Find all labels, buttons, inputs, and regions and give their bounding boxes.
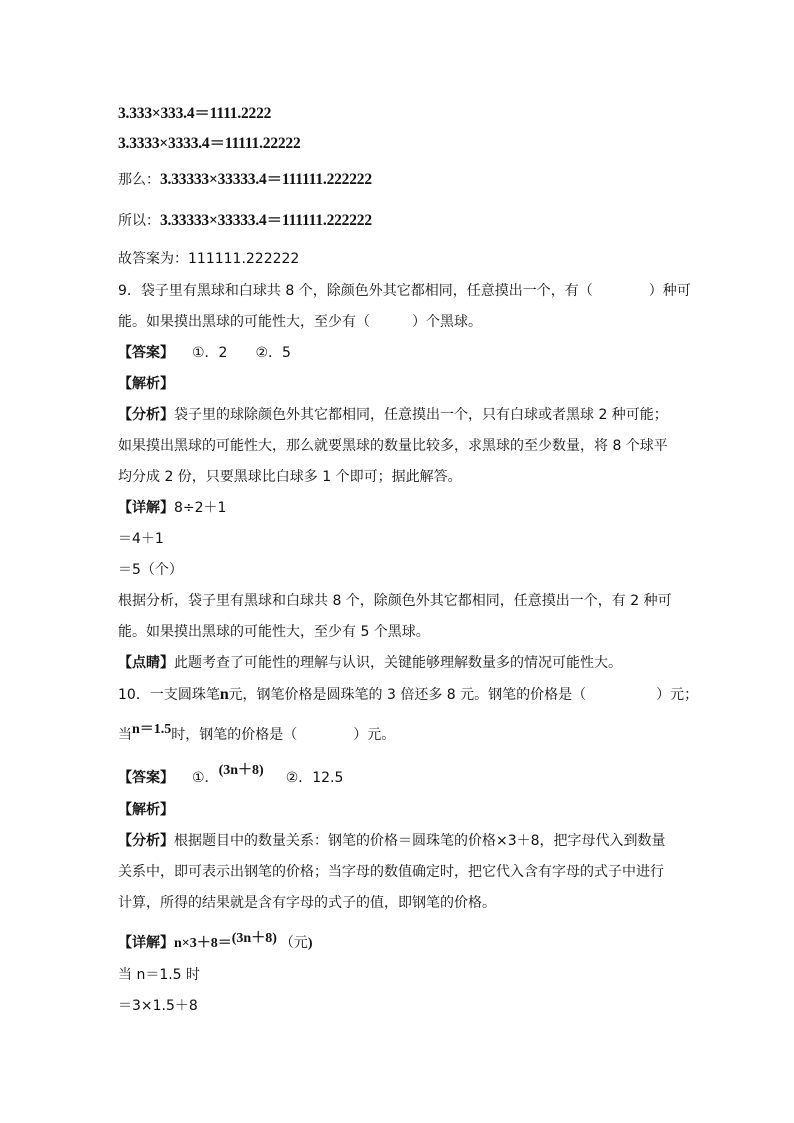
equation-prefix: 那么： <box>118 172 160 188</box>
answer-values: ①．2 ②．5 <box>192 345 291 361</box>
equation-line-3 <box>118 171 372 189</box>
q10-stem-line-2 <box>118 722 396 745</box>
q10-fenxi-line-2: 关系中，即可表示出钢笔的价格；当字母的数值确定时，把它代入含有字母的式子中进行 <box>118 864 664 880</box>
answer-line: 故答案为：111111.222222 <box>118 251 300 267</box>
q10-calc-line: ＝3×1.5＋8 <box>118 998 198 1014</box>
q10-stem-start: 10．一支圆珠笔 <box>118 687 220 703</box>
dianjing-tag: 【点睛】 <box>118 655 174 671</box>
dianjing-text: 此题考查了可能性的理解与认识，关键能够理解数量多的情况可能性大。 <box>174 655 622 671</box>
fenxi-text: 根据题目中的数量关系：钢笔的价格＝圆珠笔的价格×3＋8，把字母代入到数量 <box>174 833 666 849</box>
q10-xiangjie <box>118 931 313 953</box>
q10-answer <box>118 763 344 788</box>
equation-text: 3.33333×33333.4＝111111.222222 <box>160 171 372 188</box>
fenxi-text: 袋子里的球除颜色外其它都相同，任意摸出一个，只有白球或者黑球 2 种可能； <box>174 407 668 423</box>
equation-prefix: 所以： <box>118 213 160 229</box>
xiangjie-tag: 【详解】 <box>118 935 174 951</box>
q9-stem-line-1: 9．袋子里有黑球和白球共 8 个，除颜色外其它都相同，任意摸出一个，有（ ）种可 <box>118 283 691 299</box>
xiangjie-math: n×3＋8＝ <box>174 936 232 951</box>
equation-line-2: 3.3333×3333.4＝11111.22222 <box>118 135 301 152</box>
equation-line-1: 3.333×333.4＝1111.2222 <box>118 105 272 122</box>
q9-xiangjie-line-1 <box>118 499 226 517</box>
q9-step-2: ＝4＋1 <box>118 531 164 547</box>
equation-text: 3.33333×33333.4＝111111.222222 <box>160 212 372 229</box>
q9-analysis-tag: 【解析】 <box>118 376 174 392</box>
q9-dianjing <box>118 654 622 672</box>
q9-conclusion-line-1: 根据分析，袋子里有黑球和白球共 8 个，除颜色外其它都相同，任意摸出一个，有 2 种可 <box>118 593 672 609</box>
q10-stem-rest: 时，钢笔的价格是（ ）元。 <box>171 727 396 743</box>
xiangjie-text: 8÷2＋1 <box>174 500 227 516</box>
answer-1-prefix: ①． <box>192 770 219 786</box>
xiangjie-unit: （元 <box>279 935 308 951</box>
q10-stem-rest: 元，钢笔价格是圆珠笔的 3 倍还多 8 元。钢笔的价格是（ ）元； <box>228 687 699 703</box>
q9-conclusion-line-2: 能。如果摸出黑球的可能性大，至少有 5 个黑球。 <box>118 624 430 640</box>
q9-answer <box>118 344 291 362</box>
answer-2: ②．12.5 <box>285 770 344 786</box>
q10-stem-math: n＝1.5 <box>132 722 172 737</box>
q10-variable: n <box>219 686 229 703</box>
q10-analysis-tag: 【解析】 <box>118 802 174 818</box>
answer-tag: 【答案】 <box>118 345 174 361</box>
q9-fenxi-line-2: 如果摸出黑球的可能性大，那么就要黑球的数量比较多，求黑球的至少数量，将 8 个球平 <box>118 438 668 454</box>
q9-fenxi-line-3: 均分成 2 份，只要黑球比白球多 1 个即可；据此解答。 <box>118 469 462 485</box>
answer-1-math: (3n＋8) <box>218 763 264 778</box>
q10-when-line: 当 n＝1.5 时 <box>118 967 201 983</box>
q9-stem-line-2: 能。如果摸出黑球的可能性大，至少有（ ）个黑球。 <box>118 314 482 330</box>
fenxi-tag: 【分析】 <box>118 833 174 849</box>
xiangjie-tag: 【详解】 <box>118 500 174 516</box>
q9-step-3: ＝5（个） <box>118 562 183 578</box>
answer-tag: 【答案】 <box>118 770 174 786</box>
q10-stem-line-1 <box>118 686 698 704</box>
q10-fenxi-line-3: 计算，所得的结果就是含有字母的式子的值，即钢笔的价格。 <box>118 895 496 911</box>
xiangjie-math-2: (3n＋8) <box>231 931 277 946</box>
q9-fenxi-line-1 <box>118 406 668 424</box>
q10-stem-when: 当 <box>118 727 132 743</box>
fenxi-tag: 【分析】 <box>118 407 174 423</box>
q10-fenxi-line-1 <box>118 832 666 850</box>
equation-line-4 <box>118 212 372 230</box>
xiangjie-close: ) <box>307 936 313 951</box>
